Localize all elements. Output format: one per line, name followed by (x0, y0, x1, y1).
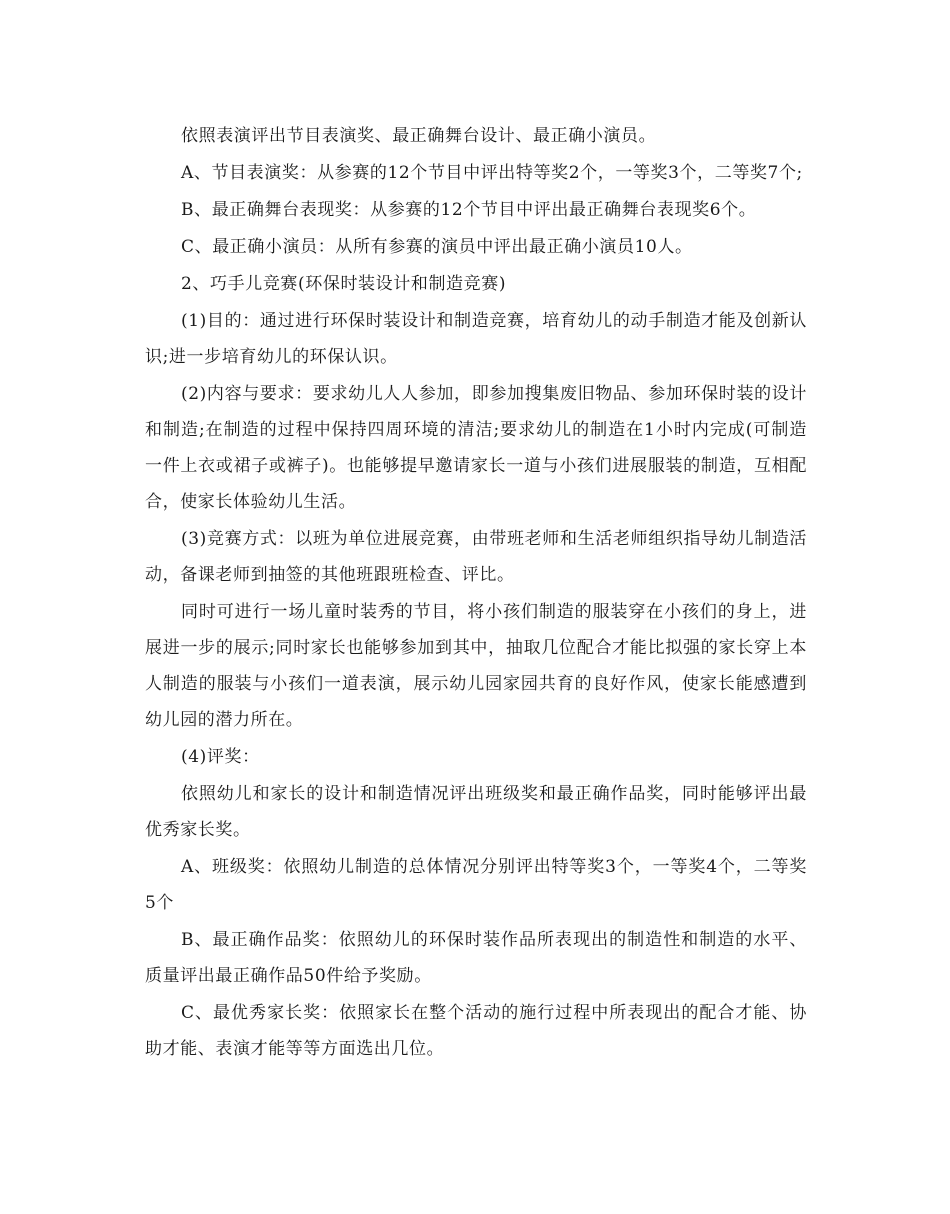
paragraph: B、最正确作品奖：依照幼儿的环保时装作品所表现出的制造性和制造的水平、质量评出最正确作品50件给予奖励。 (145, 930, 807, 986)
paragraph: (2)内容与要求：要求幼儿人人参加，即参加搜集废旧物品、参加环保时装的设计和制造;在制造的过程中保持四周环境的清洁;要求幼儿的制造在1小时内完成(可制造一件上衣或裙子或裤子)。也能够提早邀请家长一道与小孩们进展服装的制造，互相配合，使家长体验幼儿生活。 (145, 384, 807, 512)
paragraph: A、班级奖：依照幼儿制造的总体情况分别评出特等奖3个，一等奖4个，二等奖5个 (145, 857, 807, 913)
section-heading: 2、巧手儿竞赛(环保时装设计和制造竞赛) (181, 274, 507, 294)
paragraph: C、最正确小演员：从所有参赛的演员中评出最正确小演员10人。 (181, 237, 693, 257)
paragraph: (4)评奖： (181, 747, 260, 767)
paragraph: (3)竞赛方式：以班为单位进展竞赛，由带班老师和生活老师组织指导幼儿制造活动，备课老师到抽签的其他班跟班检查、评比。 (145, 529, 807, 585)
paragraph: 同时可进行一场儿童时装秀的节目，将小孩们制造的服装穿在小孩们的身上，进展进一步的展示;同时家长也能够参加到其中，抽取几位配合才能比拟强的家长穿上本人制造的服装与小孩们一道表演，展示幼儿园家园共育的良好作风，使家长能感遭到幼儿园的潜力所在。 (145, 602, 807, 730)
paragraph: C、最优秀家长奖：依照家长在整个活动的施行过程中所表现出的配合才能、协助才能、表演才能等等方面选出几位。 (145, 1003, 807, 1059)
paragraph: B、最正确舞台表现奖：从参赛的12个节目中评出最正确舞台表现奖6个。 (181, 200, 757, 220)
paragraph: A、节目表演奖：从参赛的12个节目中评出特等奖2个，一等奖3个，二等奖7个; (181, 163, 803, 183)
document-body (145, 118, 807, 1068)
paragraph: 依照表演评出节目表演奖、最正确舞台设计、最正确小演员。 (181, 126, 657, 146)
paragraph: 依照幼儿和家长的设计和制造情况评出班级奖和最正确作品奖，同时能够评出最优秀家长奖。 (145, 784, 807, 840)
paragraph: (1)目的：通过进行环保时装设计和制造竞赛，培育幼儿的动手制造才能及创新认识;进一步培育幼儿的环保认识。 (145, 311, 807, 367)
